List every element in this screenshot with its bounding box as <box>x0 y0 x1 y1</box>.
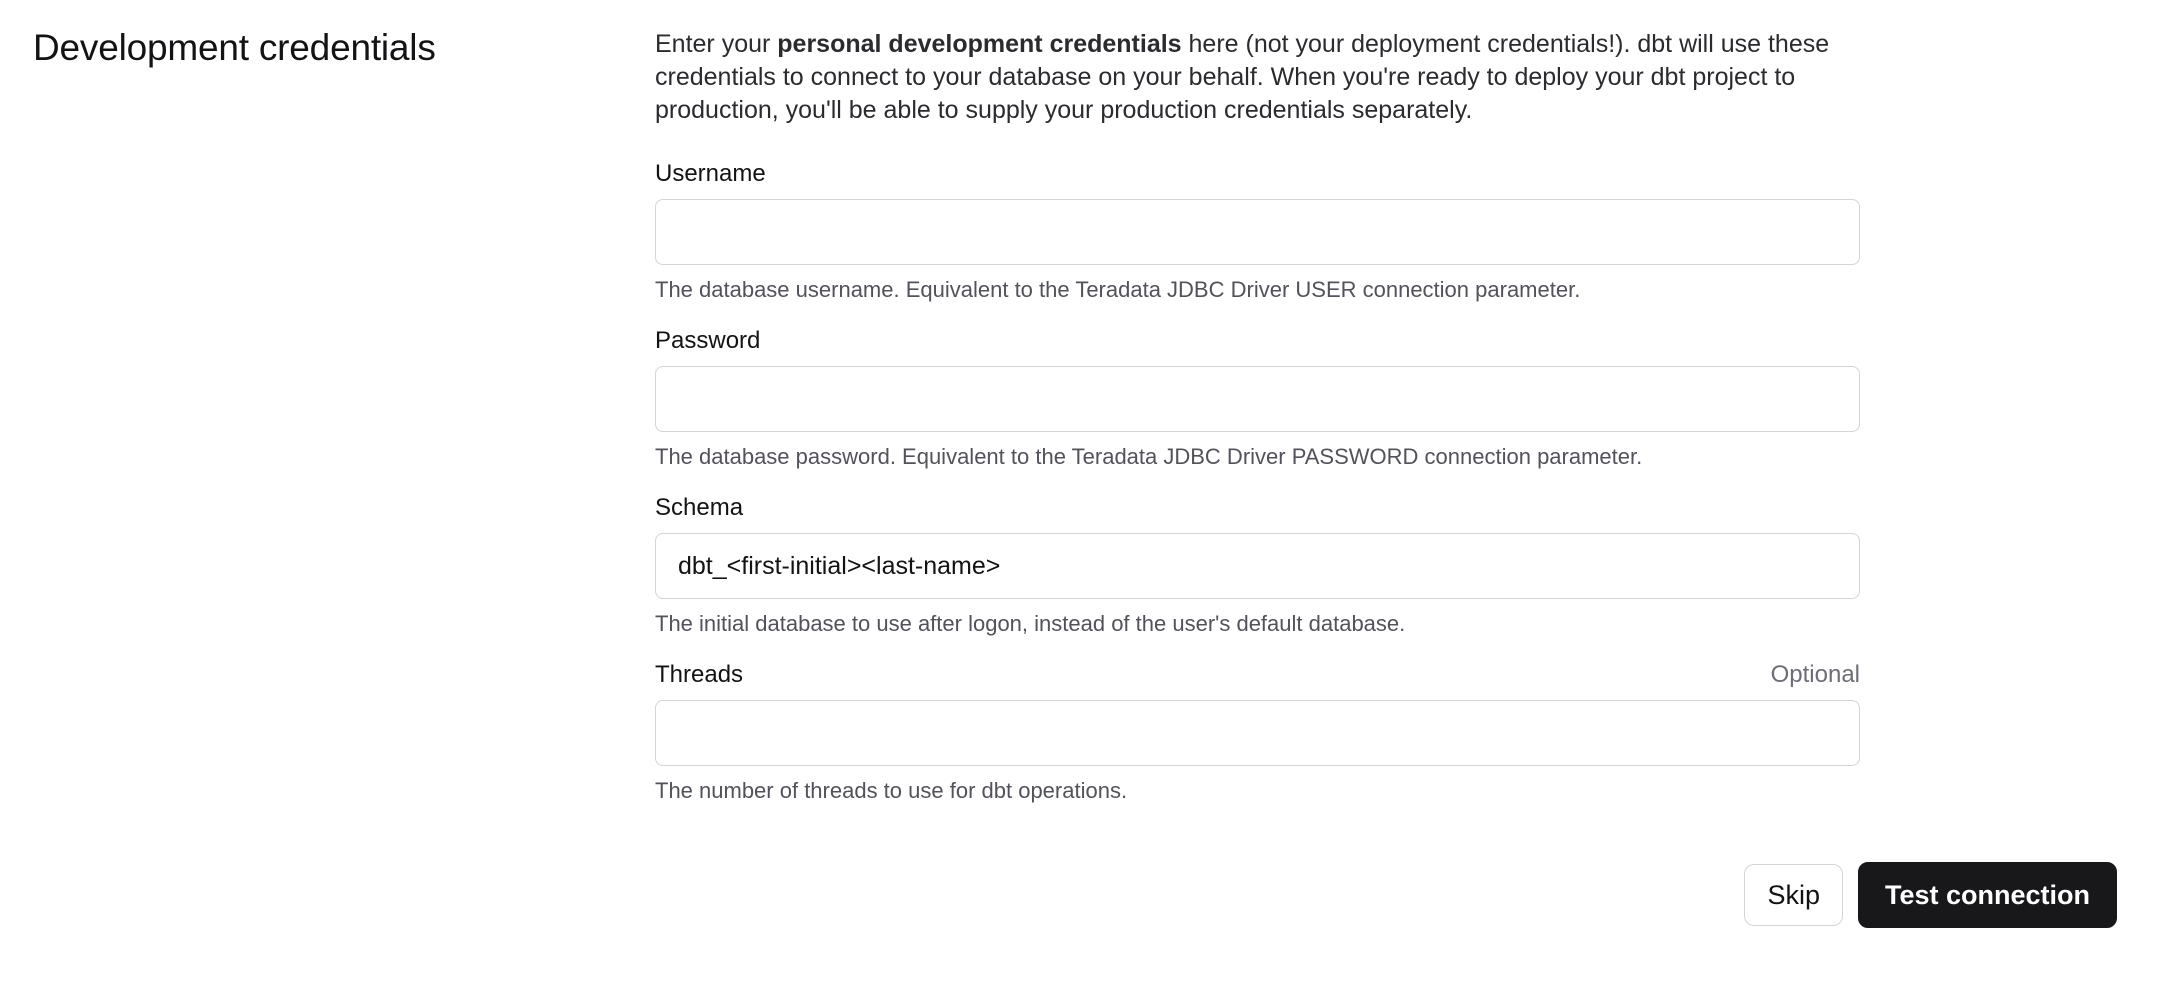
form-actions <box>655 862 2117 928</box>
field-help-text: The database username. Equivalent to the Teradata JDBC Driver USER connection parameter. <box>655 277 1581 302</box>
test-connection-button[interactable]: Test connection <box>1858 862 2117 928</box>
field-threads <box>655 660 1870 805</box>
field-label-row <box>655 159 1860 189</box>
field-help-text: The number of threads to use for dbt operations. <box>655 778 1128 803</box>
username-input[interactable] <box>655 199 1860 265</box>
field-label-row <box>655 493 1860 523</box>
page-title: Development credentials <box>33 27 436 68</box>
field-password <box>655 326 1870 471</box>
field-label-row <box>655 326 1860 356</box>
field-help-text: The initial database to use after logon, instead of the user's default database. <box>655 611 1406 636</box>
field-optional-tag: Optional <box>1770 661 1860 688</box>
field-help-text: The database password. Equivalent to the Teradata JDBC Driver PASSWORD connection parameter. <box>655 444 1643 469</box>
schema-input[interactable] <box>655 533 1860 599</box>
field-username <box>655 159 1870 304</box>
field-label-row <box>655 660 1860 690</box>
intro-text-strong: personal development credentials <box>777 30 1182 58</box>
password-input[interactable] <box>655 366 1860 432</box>
intro-text <box>655 28 1860 127</box>
field-label: Threads <box>655 661 744 688</box>
field-label: Username <box>655 160 766 187</box>
field-schema <box>655 493 1870 638</box>
threads-input[interactable] <box>655 700 1860 766</box>
skip-button[interactable]: Skip <box>1744 864 1843 926</box>
intro-text-part2: here (not your deployment credentials!). dbt will use these credentials to connect to your database on your behalf. When you're ready to deploy your dbt project to production, you'll be able to supply your production credentials separately. <box>655 30 1830 124</box>
field-label: Schema <box>655 494 744 521</box>
field-label: Password <box>655 327 761 354</box>
credentials-form <box>655 28 1870 827</box>
intro-text-part1: Enter your <box>655 30 778 58</box>
